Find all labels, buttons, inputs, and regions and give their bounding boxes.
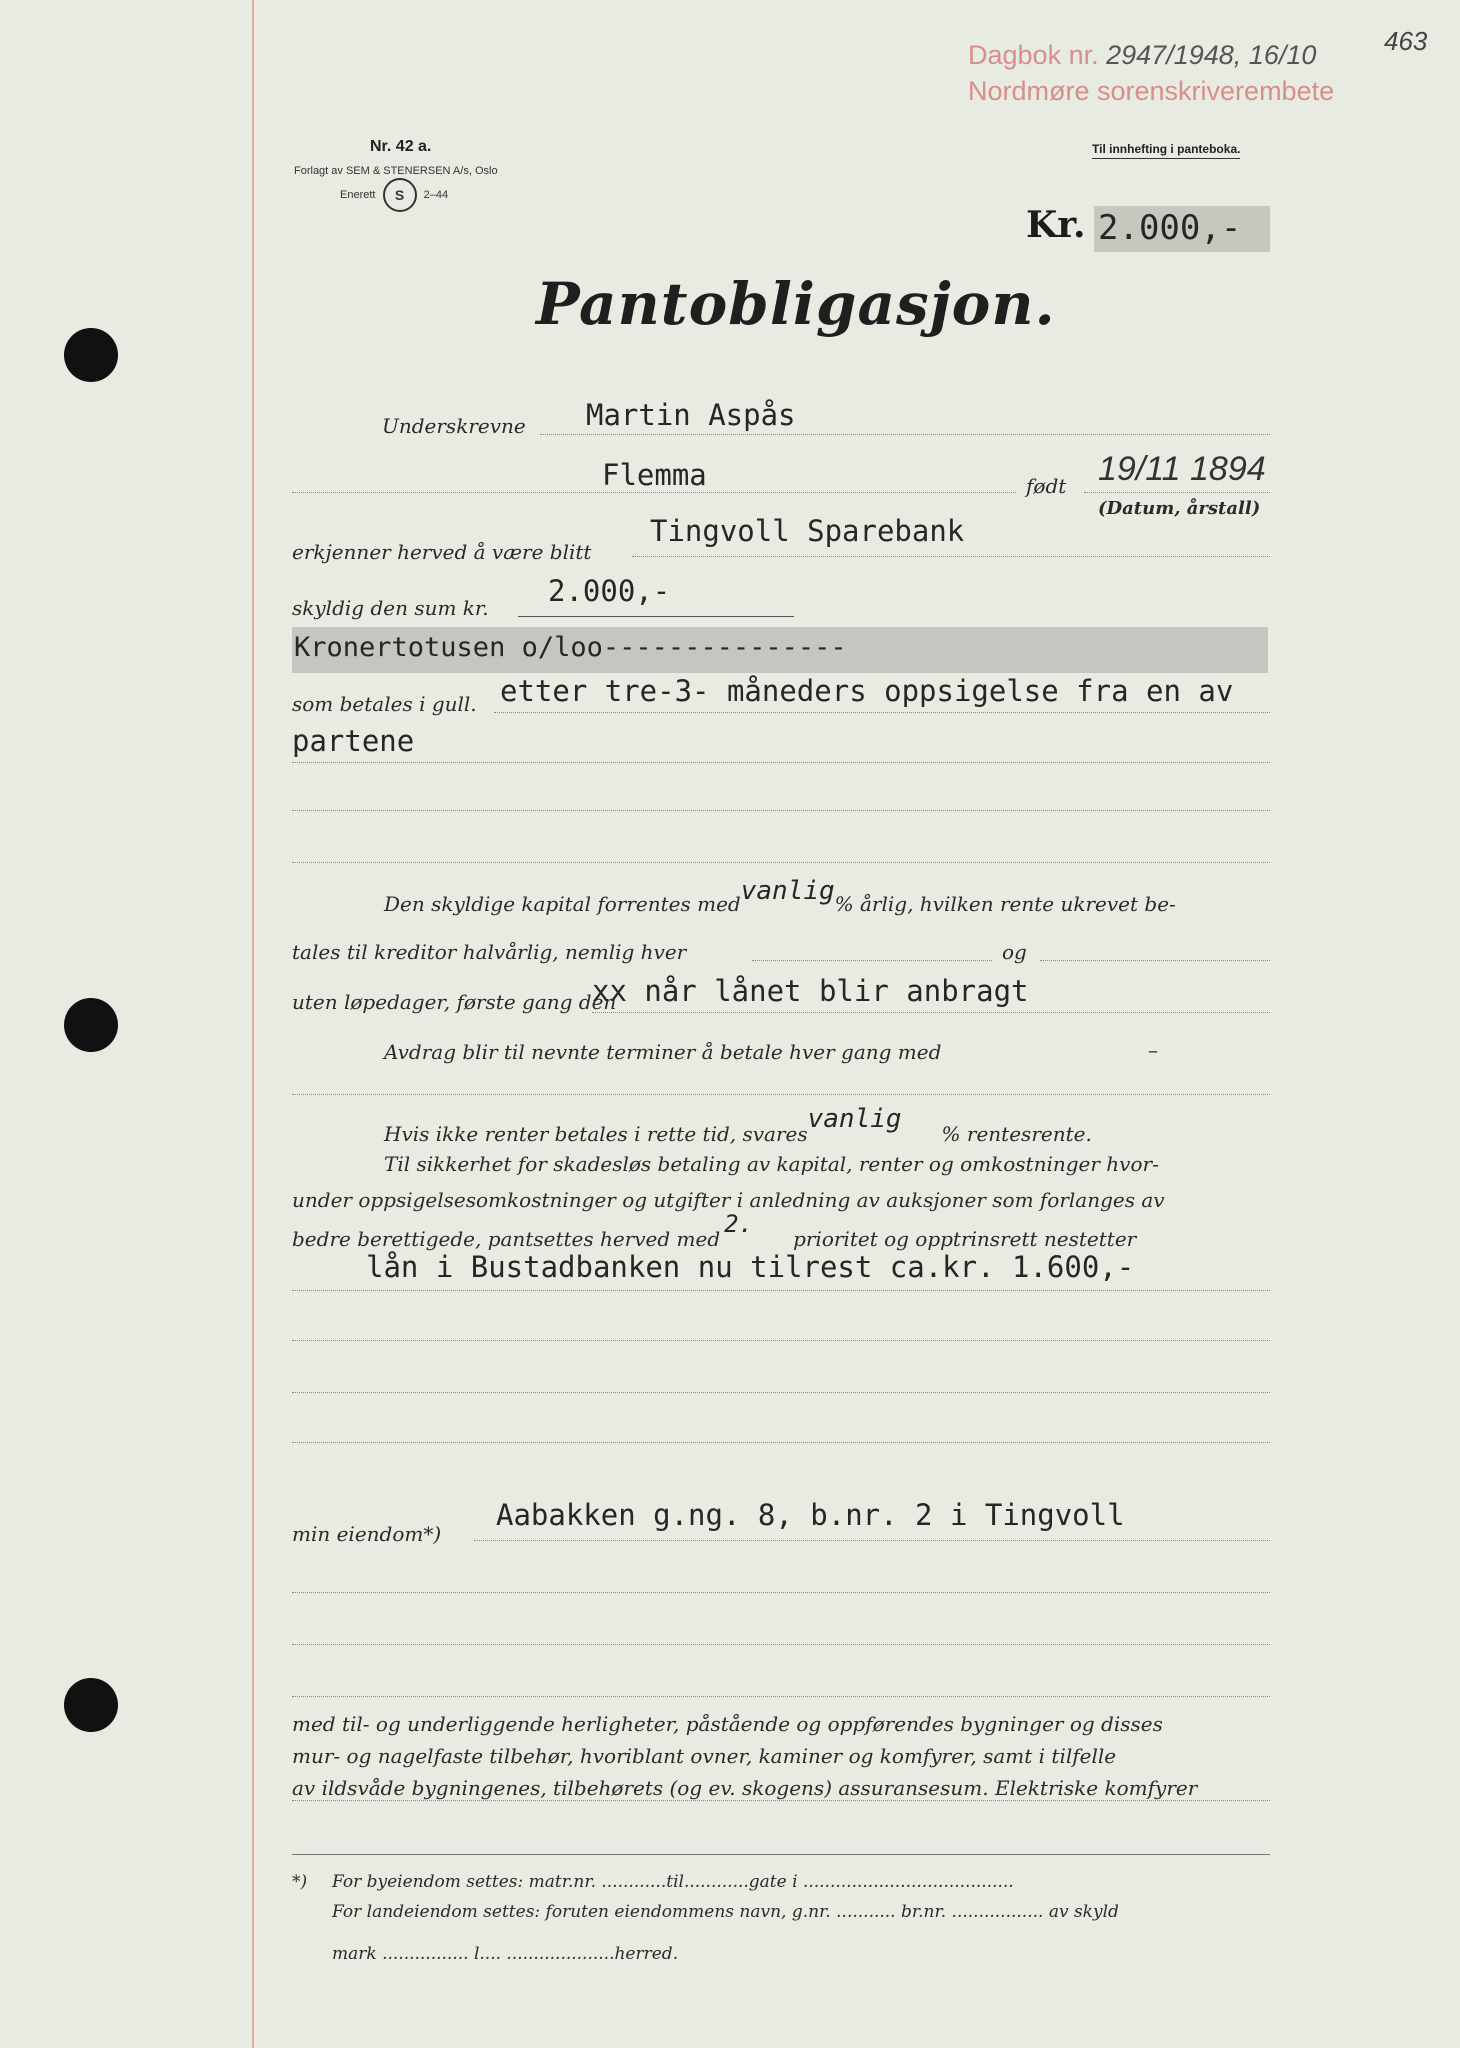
security-line-1: Til sikkerhet for skadesløs betaling av kapital, renter og omkostninger hvor- (384, 1152, 1159, 1176)
property-value: Aabakken g.ng. 8, b.nr. 2 i Tingvoll (496, 1498, 1125, 1532)
margin-rule (252, 0, 254, 2048)
debtor-address: Flemma (602, 458, 707, 492)
payment-terms-line-1: etter tre-3- måneders oppsigelse fra en av (500, 674, 1234, 708)
rule (494, 712, 1270, 713)
prior-loan-line: lån i Bustadbanken nu tilrest ca.kr. 1.600,- (366, 1250, 1135, 1284)
footnote-line-2: For landeiendom settes: foruten eiendommens navn, g.nr. ........... br.nr. ................. av skyld (332, 1902, 1119, 1922)
interest-line-2: tales til kreditor halvårlig, nemlig hver (292, 940, 687, 964)
stamp-year: 1948 (1173, 40, 1234, 70)
datum-label: (Datum, årstall) (1098, 498, 1261, 519)
creditor-name: Tingvoll Sparebank (650, 514, 965, 548)
payment-terms-line-2: partene (292, 724, 415, 758)
avdrag-value: – (1148, 1038, 1158, 1062)
rule (1084, 492, 1270, 493)
som-betales-label: som betales i gull. (292, 692, 477, 716)
rule (540, 434, 1270, 435)
underskrevne-label: Underskrevne (382, 414, 526, 438)
priority-value: 2. (724, 1210, 754, 1238)
closing-line-1: med til- og underliggende herligheter, påstående og oppførendes bygninger og disses (292, 1712, 1163, 1736)
registry-stamp: Dagbok nr. 2947/1948, 16/10 (968, 40, 1317, 70)
rule (518, 616, 794, 617)
rule (1040, 960, 1270, 961)
fodt-label: født (1026, 474, 1067, 498)
rule (292, 1340, 1270, 1341)
avdrag-text: Avdrag blir til nevnte terminer å betale hver gang med (384, 1040, 942, 1064)
footnote-line-3: mark ................ l.... ....................herred. (332, 1944, 679, 1964)
closing-line-2: mur- og nagelfaste tilbehør, hvoriblant ovner, kaminer og komfyrer, samt i tilfelle (292, 1744, 1117, 1768)
rule (292, 1800, 1270, 1801)
stamp-dagbok-label: Dagbok nr. (968, 40, 1099, 70)
rule (292, 762, 1270, 763)
rule (632, 556, 1270, 557)
rule (292, 810, 1270, 811)
interest-og: og (1002, 940, 1027, 964)
min-eiendom-label: min eiendom*) (292, 1522, 442, 1546)
punch-hole-middle (64, 998, 118, 1052)
rule (592, 1012, 1270, 1013)
rule (292, 1392, 1270, 1393)
skyldig-amount: 2.000,- (548, 574, 671, 608)
rule (292, 862, 1270, 863)
amount-in-words: Kronertotusen o/loo--------------- (294, 632, 847, 663)
first-payment-value: xx når lånet blir anbragt (592, 974, 1029, 1008)
rentesrente-rate: vanlig (807, 1104, 902, 1134)
birth-date: 19/11 1894 (1098, 450, 1266, 488)
rule (292, 1592, 1270, 1593)
publisher-line: Forlagt av SEM & STENERSEN A/s, Oslo (294, 165, 498, 177)
security-line-2: under oppsigelsesomkostninger og utgifter i anledning av auksjoner som forlanges av (292, 1188, 1165, 1212)
interest-rate: vanlig (740, 876, 835, 906)
til-innhefting-note: Til innhefting i panteboka. (1092, 142, 1240, 159)
form-number: Nr. 42 a. (370, 138, 432, 155)
skyldig-label: skyldig den sum kr. (292, 596, 489, 620)
amount-value: 2.000,- (1098, 208, 1242, 248)
rule (292, 492, 1016, 493)
rule (292, 1644, 1270, 1645)
debtor-name: Martin Aspås (586, 398, 796, 432)
footnote-divider (292, 1854, 1270, 1855)
rentesrente-line: Hvis ikke renter betales i rette tid, svaresvanlig % rentesrente. (384, 1104, 1092, 1146)
rule (292, 1290, 1270, 1291)
footnote-marker: *) (292, 1872, 308, 1892)
document-title: Pantobligasjon. (536, 270, 1056, 338)
interest-line-1: Den skyldige kapital forrentes medvanlig% årlig, hvilken rente ukrevet be- (384, 876, 1176, 916)
security-line-3: bedre berettigede, pantsettes herved med2.prioritet og opptrinsrett nestetter (292, 1210, 1137, 1251)
stamp-office: Nordmøre sorenskriverembete (968, 76, 1335, 106)
page-number: 463 (1384, 26, 1428, 56)
rule (292, 1442, 1270, 1443)
rule (752, 960, 992, 961)
interest-line-3: uten løpedager, første gang den (292, 990, 617, 1014)
punch-hole-bottom (64, 1678, 118, 1732)
rule (292, 1094, 1270, 1095)
rule (292, 1696, 1270, 1697)
footnote-line-1: For byeiendom settes: matr.nr. ............til............gate i ....................................... (332, 1872, 1014, 1892)
publisher-seal-icon: S (383, 178, 417, 212)
erkjenner-label: erkjenner herved å være blitt (292, 540, 592, 564)
amount-kr-label: Kr. (1026, 204, 1086, 246)
publisher-line-2: Enerett S 2–44 (340, 178, 448, 212)
punch-hole-top (64, 328, 118, 382)
closing-line-3: av ildsvåde bygningenes, tilbehørets (og ev. skogens) assuransesum. Elektriske komfyrer (292, 1776, 1198, 1800)
stamp-date: 16/10 (1248, 40, 1317, 70)
stamp-dagbok-number: 2947 (1106, 40, 1167, 70)
rule (474, 1540, 1270, 1541)
